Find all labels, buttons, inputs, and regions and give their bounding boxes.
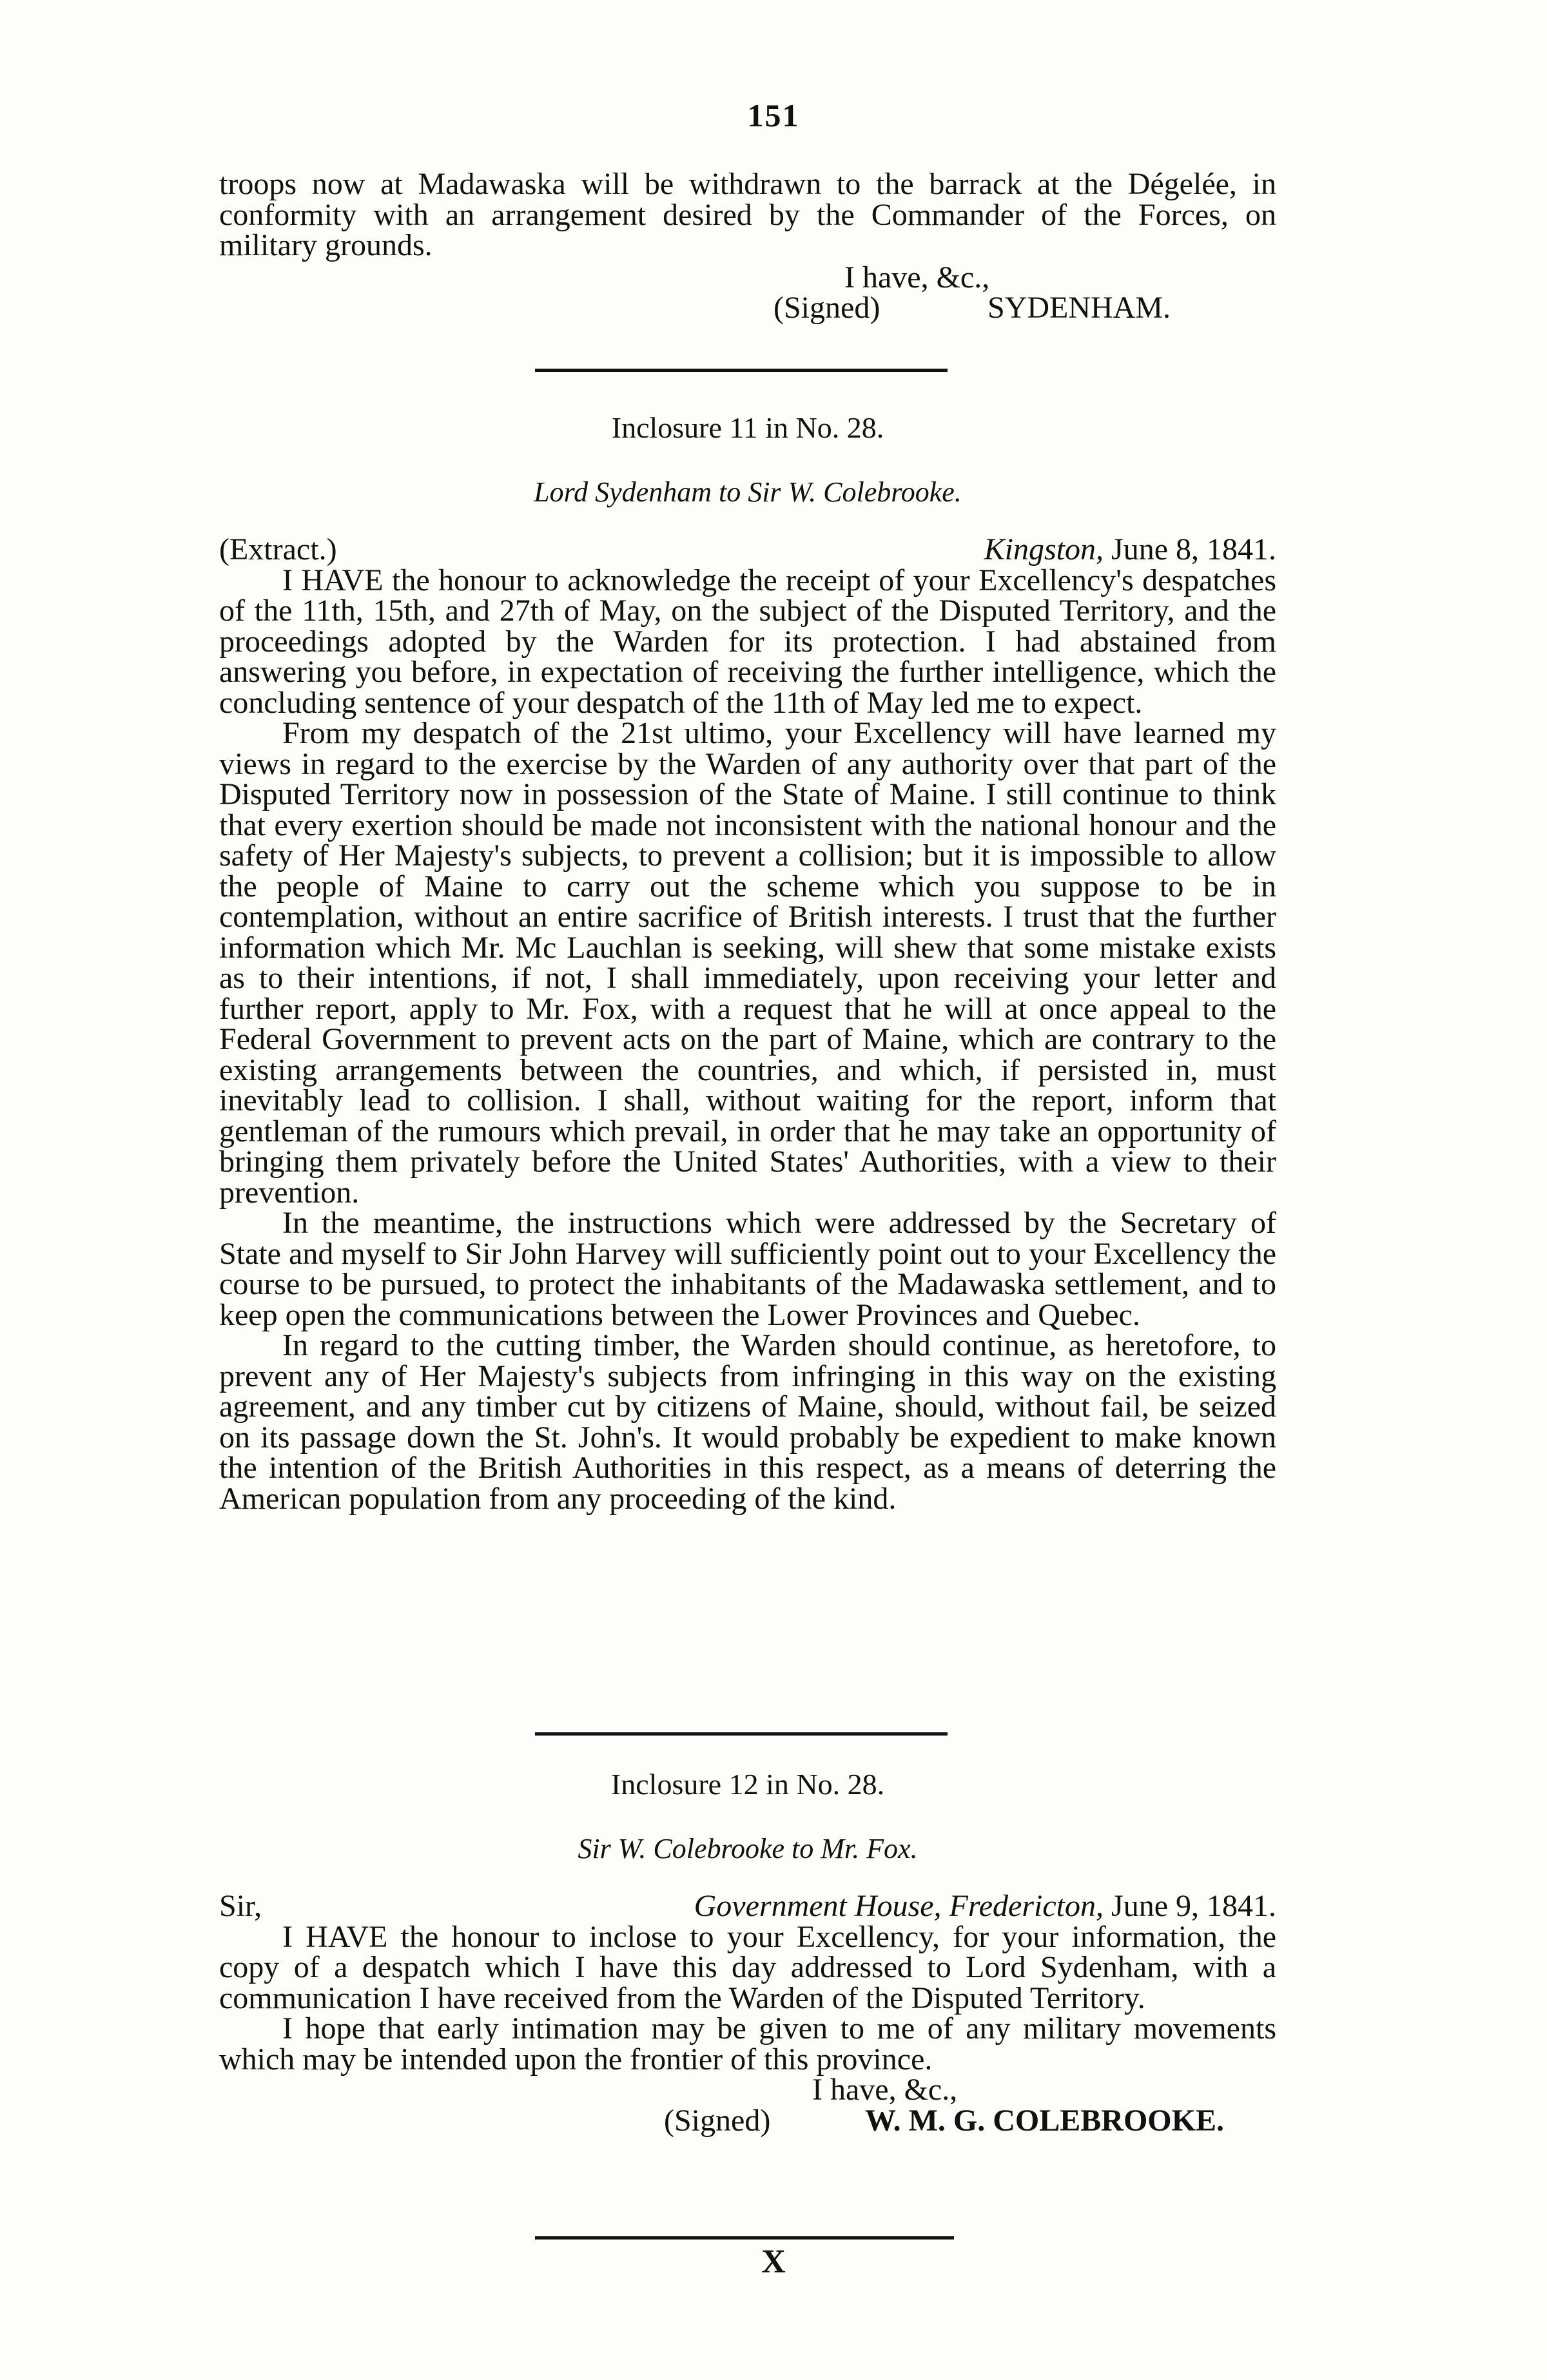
signed-label: (Signed): [664, 2103, 771, 2138]
inclosure-heading: Inclosure 12 in No. 28.: [610, 1768, 885, 1801]
letter-paragraph: From my despatch of the 21st ultimo, your Excellency will have learned my views in regard to the exercise by the Warden of any authority over that part of the Disputed Territory now in possession of the State of Maine. I still continue to think that every exertion should be made not inconsistent with the national honour and the safety of Her Majesty's subjects, to prevent a collision; but it is impossible to allow the people of Maine to carry out the scheme which you suppose to be in contemplation, without an entire sacrifice of British interests. I trust that the further information which Mr. Mc Lauchlan is seeking, will shew that some mistake exists as to their intentions, if not, I shall immediately, upon receiving your letter and further report, apply to Mr. Fox, with a request that he will at once appeal to the Federal Government to prevent acts on the part of Maine, which are contrary to the existing arrangements between the countries, and which, if persisted in, must inevitably lead to collision. I shall, without waiting for the report, inform that gentleman of the rumours which prevail, in order that he may take an opportunity of bringing them privately before the United States' Authorities, with a view to their prevention.: [219, 716, 1276, 1210]
place-date: [694, 1891, 1276, 1922]
signer-name: W. M. G. COLEBROOKE.: [865, 2103, 1224, 2138]
place-date: [984, 534, 1276, 565]
salutation: Sir,: [219, 1889, 262, 1923]
letter-paragraph: In the meantime, the instructions which were addressed by the Secretary of State and myself to Sir John Harvey will sufficiently point out to your Excellency the course to be pursued, to protect the inhabitants of the Madawaska settlement, and to keep open the communications between the Lower Provinces and Quebec.: [219, 1206, 1276, 1332]
inclosure-11: [219, 412, 1276, 1514]
inclosure-heading: Inclosure 11 in No. 28.: [611, 411, 884, 444]
signature-line: [219, 2105, 1276, 2136]
letter-subheading: Sir W. Colebrooke to Mr. Fox.: [578, 1832, 918, 1864]
letter-paragraph: I HAVE the honour to acknowledge the receipt of your Excellency's despatches of the 11th, 15th, and 27th of May, on the subject of the Disputed Territory, and the proceedings adopted by the Warden for its protection. I had abstained from answering you before, in expectation of receiving the further intelligence, which the concluding sentence of your despatch of the 11th of May led me to expect.: [219, 563, 1276, 720]
page-number: 151: [747, 97, 800, 133]
dateline: [219, 534, 1276, 565]
inclosure-12: [219, 1769, 1276, 2136]
signature-line: [219, 293, 1276, 324]
closing-line: I have, &c.,: [844, 260, 990, 295]
place-name: Government House, Fredericton,: [694, 1889, 1104, 1923]
continuation-paragraph: troops now at Madawaska will be withdrawn to the barrack at the Dégelée, in conformity with an arrangement desired by the Commander of the Forces, on military grounds.: [219, 167, 1276, 262]
letter-paragraph: I hope that early intimation may be given to me of any military movements which may be intended upon the frontier of this province.: [219, 2011, 1276, 2076]
section-divider: [535, 2236, 954, 2240]
letter-paragraph: In regard to the cutting timber, the Warden should continue, as heretofore, to prevent any of Her Majesty's subjects from infringing in this way on the existing agreement, and any timber cut by citizens of Maine, should, without fail, be seized on its passage down the St. John's. It would probably be expedient to make known the intention of the British Authorities in this respect, as a means of deterring the American population from any proceeding of the kind.: [219, 1328, 1276, 1516]
dateline: [219, 1891, 1276, 1922]
signature-mark: X: [761, 2243, 786, 2280]
date-text: June 9, 1841.: [1111, 1889, 1276, 1923]
closing-line: I have, &c.,: [812, 2073, 958, 2107]
place-name: Kingston,: [984, 532, 1104, 566]
section-divider: [535, 1732, 948, 1736]
continuation-section: [219, 169, 1276, 324]
letter-paragraph: I HAVE the honour to inclose to your Excellency, for your information, the copy of a despatch which I have this day addressed to Lord Sydenham, with a communication I have received from the Warden of the Disputed Territory.: [219, 1919, 1276, 2015]
signer-name: SYDENHAM.: [988, 291, 1171, 325]
date-text: June 8, 1841.: [1111, 532, 1276, 566]
signed-label: (Signed): [774, 291, 881, 325]
extract-label: (Extract.): [219, 532, 337, 566]
letter-subheading: Lord Sydenham to Sir W. Colebrooke.: [534, 476, 962, 508]
section-divider: [535, 369, 948, 372]
